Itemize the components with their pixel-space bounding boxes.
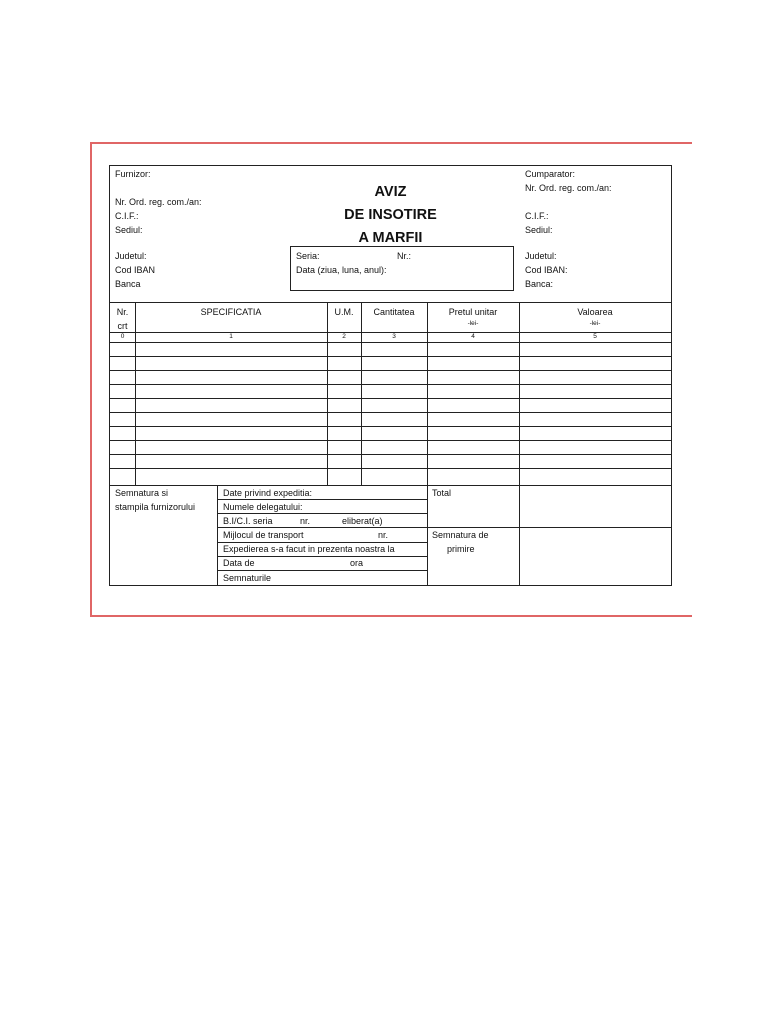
cumparator-cif: C.I.F.: <box>525 211 549 221</box>
col-index-5: 5 <box>593 333 597 340</box>
header-specificatia: SPECIFICATIA <box>200 307 262 317</box>
table-row-line <box>110 384 671 385</box>
col-index-3: 3 <box>392 333 396 340</box>
furnizor-nr-ord: Nr. Ord. reg. com./an: <box>115 197 202 207</box>
header-crt: crt <box>117 321 128 331</box>
furnizor-banca: Banca <box>115 279 141 289</box>
bi-seria: B.I/C.I. seria <box>223 516 273 526</box>
seria-label: Seria: <box>296 251 320 261</box>
table-col-line <box>327 302 328 485</box>
furnizor-sediu: Sediul: <box>115 225 143 235</box>
header-pret-unit: -lei- <box>467 320 479 327</box>
date-expeditie: Date privind expeditia: <box>223 488 313 498</box>
col-index-2: 2 <box>342 333 346 340</box>
semnatura-furnizor-line-2: stampila furnizorului <box>115 502 196 512</box>
semnatura-primire-line-2: primire <box>447 544 475 554</box>
semnaturile: Semnaturile <box>223 573 272 583</box>
table-col-line <box>427 302 428 485</box>
col-index-4: 4 <box>471 333 475 340</box>
header-bottom-line <box>110 332 671 333</box>
data-de: Data de <box>223 558 255 568</box>
total-bottom-line <box>427 527 671 528</box>
table-row-line <box>110 426 671 427</box>
cumparator-nr-ord: Nr. Ord. reg. com./an: <box>525 183 612 193</box>
title-line-2: DE INSOTIRE <box>344 207 437 223</box>
bi-eliberat: eliberat(a) <box>342 516 383 526</box>
cumparator-label: Cumparator: <box>525 169 576 179</box>
footer-col-line <box>427 485 428 585</box>
semnatura-primire-line-1: Semnatura de <box>432 530 489 540</box>
footer-row-line <box>217 527 427 528</box>
col-index-1: 1 <box>229 333 233 340</box>
data-label: Data (ziua, luna, anul): <box>296 265 387 275</box>
cumparator-banca: Banca: <box>525 279 554 289</box>
footer-col-line <box>519 485 520 585</box>
table-row-line <box>110 370 671 371</box>
table-row-line <box>110 454 671 455</box>
table-row-line <box>110 412 671 413</box>
header-um: U.M. <box>334 307 354 317</box>
table-row-line <box>110 356 671 357</box>
table-col-line <box>361 302 362 485</box>
transport-nr: nr. <box>378 530 389 540</box>
semnatura-furnizor-line-1: Semnatura si <box>115 488 169 498</box>
nr-label: Nr.: <box>397 251 412 261</box>
table-bottom-line <box>110 485 671 486</box>
footer-row-line <box>217 542 427 543</box>
footer-row-line <box>217 499 427 500</box>
title-line-1: AVIZ <box>374 184 407 200</box>
header-nr: Nr. <box>116 307 129 317</box>
total-label: Total <box>432 488 452 498</box>
index-row-bottom-line <box>110 342 671 343</box>
header-valoarea-unit: -lei- <box>589 320 601 327</box>
furnizor-label: Furnizor: <box>115 169 151 179</box>
aviz-form <box>109 165 672 586</box>
table-col-line <box>519 302 520 485</box>
footer-row-line <box>217 570 427 571</box>
table-col-line <box>135 302 136 485</box>
footer-row-line <box>217 513 427 514</box>
footer-row-line <box>217 556 427 557</box>
ora: ora <box>350 558 364 568</box>
bi-nr: nr. <box>300 516 311 526</box>
cumparator-sediu: Sediul: <box>525 225 553 235</box>
table-row-line <box>110 440 671 441</box>
furnizor-judet: Judetul: <box>115 251 147 261</box>
table-row-line <box>110 468 671 469</box>
header-pret: Pretul unitar <box>448 307 498 317</box>
cumparator-iban: Cod IBAN: <box>525 265 568 275</box>
expedierea: Expedierea s-a facut in prezenta noastra la <box>223 544 395 554</box>
cumparator-judet: Judetul: <box>525 251 557 261</box>
numele-delegatului: Numele delegatului: <box>223 502 303 512</box>
furnizor-cif: C.I.F.: <box>115 211 139 221</box>
mijlocul-transport: Mijlocul de transport <box>223 530 304 540</box>
col-index-0: 0 <box>120 333 125 340</box>
table-top-line <box>110 302 671 303</box>
header-valoarea: Valoarea <box>577 307 613 317</box>
table-row-line <box>110 398 671 399</box>
document-series-box <box>290 246 514 291</box>
header-cantitatea: Cantitatea <box>373 307 415 317</box>
furnizor-iban: Cod IBAN <box>115 265 156 275</box>
title-line-3: A MARFII <box>358 230 423 246</box>
